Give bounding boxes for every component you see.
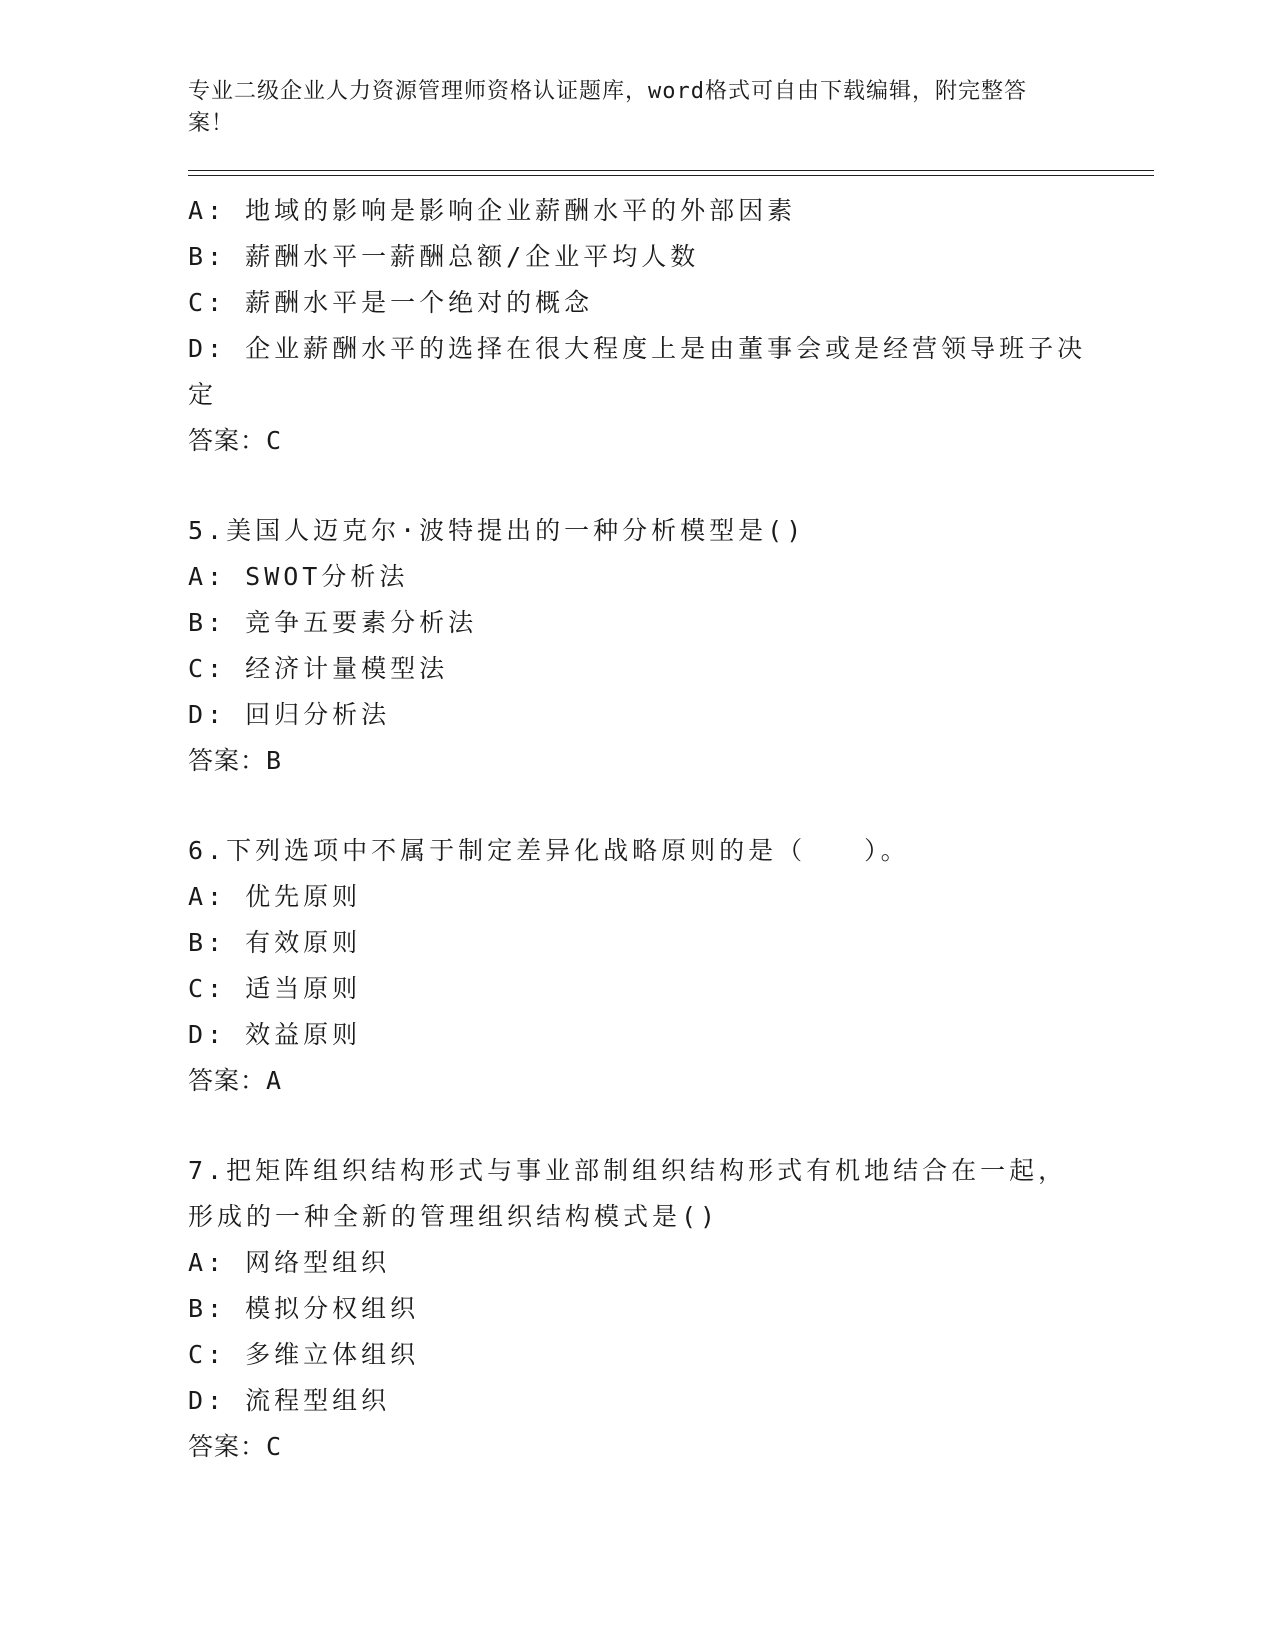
option-c: C: 多维立体组织	[188, 1340, 420, 1369]
option-b: B: 有效原则	[188, 928, 362, 957]
header-divider-top	[188, 170, 1154, 171]
option-d: D: 回归分析法	[188, 700, 391, 729]
option-a: A: SWOT分析法	[188, 562, 409, 591]
question-list	[188, 188, 1088, 1470]
question-text: 6.下列选项中不属于制定差异化战略原则的是（ ）。	[188, 836, 910, 865]
question-text: 5.美国人迈克尔·波特提出的一种分析模型是()	[188, 516, 806, 545]
question-text: 7.把矩阵组织结构形式与事业部制组织结构形式有机地结合在一起，形成的一种全新的管理组织结构模式是()	[188, 1156, 1068, 1231]
question-block-5	[188, 508, 1088, 784]
option-c: C: 经济计量模型法	[188, 654, 449, 683]
option-b: B: 薪酬水平一薪酬总额/企业平均人数	[188, 242, 700, 271]
answer-line: 答案：C	[188, 426, 283, 455]
question-block-4	[188, 188, 1088, 464]
option-a: A: 网络型组织	[188, 1248, 391, 1277]
header-divider-bottom	[188, 175, 1154, 176]
option-a: A: 地域的影响是影响企业薪酬水平的外部因素	[188, 196, 797, 225]
option-b: B: 竞争五要素分析法	[188, 608, 478, 637]
option-b: B: 模拟分权组织	[188, 1294, 420, 1323]
option-c: C: 适当原则	[188, 974, 362, 1003]
question-block-6	[188, 828, 1088, 1104]
option-a: A: 优先原则	[188, 882, 362, 911]
option-d: D: 效益原则	[188, 1020, 362, 1049]
option-c: C: 薪酬水平是一个绝对的概念	[188, 288, 594, 317]
option-d: D: 企业薪酬水平的选择在很大程度上是由董事会或是经营领导班子决定	[188, 334, 1087, 409]
question-block-7	[188, 1148, 1088, 1470]
option-d: D: 流程型组织	[188, 1386, 391, 1415]
answer-line: 答案：C	[188, 1432, 283, 1461]
answer-line: 答案：B	[188, 746, 283, 775]
answer-line: 答案：A	[188, 1066, 283, 1095]
document-header: 专业二级企业人力资源管理师资格认证题库，word格式可自由下载编辑，附完整答案！	[188, 79, 1027, 136]
